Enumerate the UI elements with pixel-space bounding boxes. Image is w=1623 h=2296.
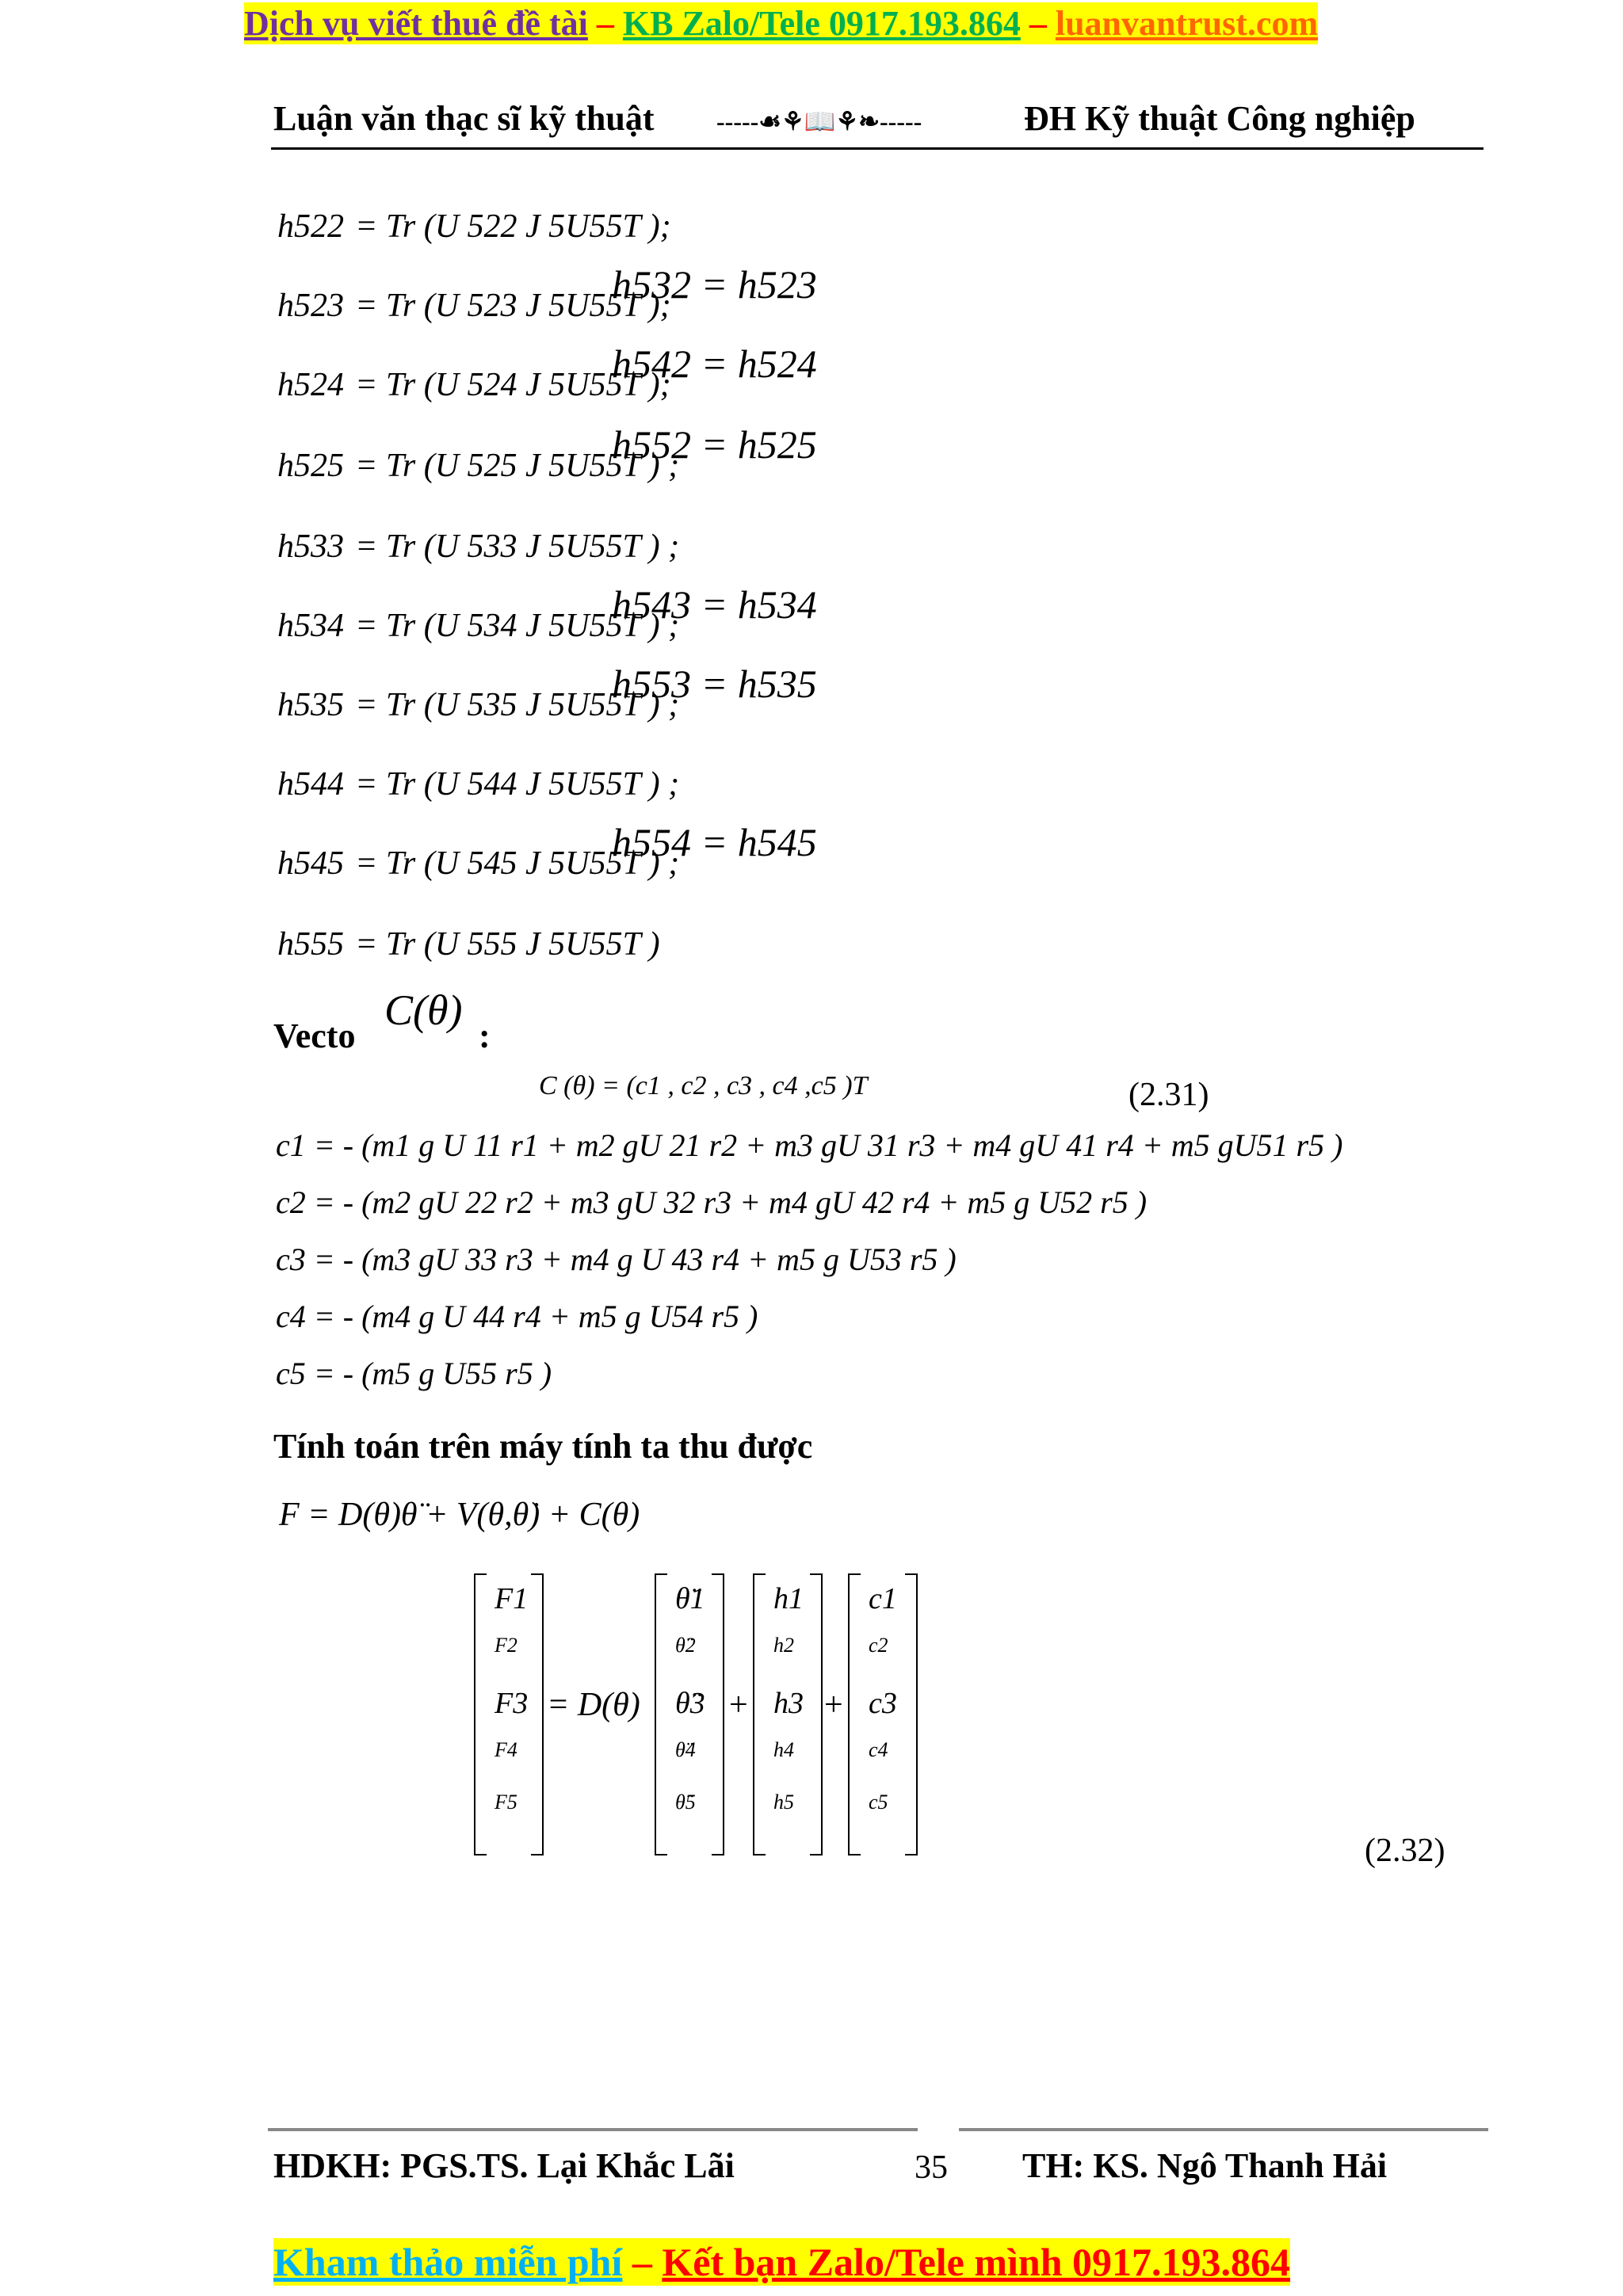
matrix-h-column-entry: h1 — [773, 1582, 804, 1615]
h-equation-rhs: = Tr (U 535 J 5U55T ) ; — [355, 687, 680, 723]
h-equation-lhs: h533 — [277, 528, 344, 565]
h-equation-row — [277, 528, 679, 566]
matrix-F-column-entry: F4 — [495, 1738, 517, 1761]
matrix-c-column-entry: c1 — [869, 1582, 897, 1615]
footer-rule-left — [268, 2128, 918, 2131]
vecto-label: Vecto — [273, 1016, 356, 1055]
h-equation-rhs: = Tr (U 523 J 5U55T ); — [355, 288, 671, 324]
h-symmetry-equation: h554 = h545 — [612, 820, 817, 864]
banner-website-link[interactable]: luanvantrust.com — [1055, 4, 1319, 43]
banner-contact-text: KB Zalo/Tele 0917.193.864 — [622, 4, 1021, 43]
matrix-theta-column-entry: θ̈2 — [675, 1634, 696, 1657]
h-equation-lhs: h555 — [277, 926, 344, 963]
h-equation-rhs: = Tr (U 522 J 5U55T ); — [355, 208, 671, 245]
h-symmetry-equation: h542 = h524 — [612, 341, 817, 386]
h-equation-rhs: = Tr (U 524 J 5U55T ); — [355, 367, 671, 403]
h-equation-rhs: = Tr (U 545 J 5U55T ) ; — [355, 845, 680, 882]
matrix-h-column-entry: h2 — [773, 1634, 794, 1657]
top-banner — [244, 3, 1318, 44]
matrix-c-column-entry: c2 — [869, 1634, 888, 1657]
h-symmetry-equation: h553 = h535 — [612, 662, 817, 706]
header-left: Luận văn thạc sĩ kỹ thuật — [273, 99, 655, 138]
banner-separator: – — [587, 4, 623, 43]
bottom-banner — [273, 2239, 1290, 2285]
h-equation-lhs: h535 — [277, 687, 344, 723]
header-rule — [271, 147, 1484, 150]
matrix-F-column-entry: F1 — [495, 1582, 529, 1615]
h-equation-lhs: h522 — [277, 208, 344, 245]
matrix-plus-sign: + — [729, 1687, 748, 1723]
footer-rule-right — [959, 2128, 1488, 2131]
h-equation-lhs: h525 — [277, 448, 344, 484]
h-equation-lhs: h523 — [277, 288, 344, 324]
bottom-banner-contact-text: Kết bạn Zalo/Tele mình 0917.193.864 — [662, 2240, 1291, 2284]
matrix-F-column-entry: F5 — [495, 1791, 517, 1814]
equation-2-31: C (θ) = (c1 , c2 , c3 , c4 ,c5 )T — [539, 1071, 868, 1100]
h-equation-rhs: = Tr (U 534 J 5U55T ) ; — [355, 608, 680, 644]
page-number: 35 — [915, 2149, 948, 2186]
h-equation-row — [277, 925, 660, 963]
h-equation-lhs: h534 — [277, 608, 344, 644]
bottom-banner-separator: – — [622, 2240, 663, 2284]
matrix-F-column-entry: F2 — [495, 1634, 517, 1657]
matrix-F-column-entry: F3 — [495, 1687, 529, 1720]
matrix-theta-column-entry: θ̈5 — [675, 1791, 696, 1814]
banner-separator: – — [1020, 4, 1056, 43]
equation-number-2-32: (2.32) — [1365, 1833, 1445, 1869]
bottom-banner-free-text: Kham thảo miễn phí — [273, 2240, 623, 2284]
c5-equation: c5 = - (m5 g U55 r5 ) — [276, 1356, 552, 1391]
c4-equation: c4 = - (m4 g U 44 r4 + m5 g U54 r5 ) — [276, 1299, 758, 1334]
h-equation-rhs: = Tr (U 544 J 5U55T ) ; — [355, 766, 680, 803]
dynamics-equation: F = D(θ)θ̈ + V(θ,θ̇) + C(θ) — [279, 1497, 640, 1533]
footer-advisor: HDKH: PGS.TS. Lại Khắc Lãi — [273, 2146, 735, 2185]
h-equation-lhs: h544 — [277, 766, 344, 803]
h-symmetry-equation: h543 = h534 — [612, 582, 817, 627]
h-equation-lhs: h545 — [277, 845, 344, 882]
matrix-theta-column-entry: θ̈1 — [675, 1582, 705, 1615]
matrix-plus-sign: + — [824, 1687, 843, 1723]
matrix-h-column-entry: h5 — [773, 1791, 794, 1814]
h-equation-lhs: h524 — [277, 367, 344, 403]
matrix-theta-column-entry: θ̈4 — [675, 1738, 696, 1761]
matrix-h-column-entry: h3 — [773, 1687, 804, 1720]
h-equation-row — [277, 765, 679, 803]
vecto-colon: : — [479, 1016, 491, 1055]
h-equation-rhs: = Tr (U 533 J 5U55T ) ; — [355, 528, 680, 565]
matrix-theta-column-entry: θ̈3 — [675, 1687, 705, 1720]
header-ornament: -----☙⚘📖⚘❧----- — [716, 107, 922, 135]
h-equation-rhs: = Tr (U 555 J 5U55T ) — [355, 926, 660, 963]
h-symmetry-equation: h532 = h523 — [612, 262, 817, 307]
matrix-c-column-entry: c5 — [869, 1791, 888, 1814]
h-equation-rhs: = Tr (U 525 J 5U55T ) ; — [355, 448, 680, 484]
matrix-c-column-entry: c4 — [869, 1738, 888, 1761]
h-equation-row — [277, 208, 671, 246]
vecto-symbol: C(θ) — [384, 986, 463, 1034]
header-right: ĐH Kỹ thuật Công nghiệp — [1024, 99, 1415, 138]
matrix-h-column-entry: h4 — [773, 1738, 794, 1761]
c1-equation: c1 = - (m1 g U 11 r1 + m2 gU 21 r2 + m3 gU 31 r3 + m4 gU 41 r4 + m5 gU51 r5 ) — [276, 1127, 1343, 1163]
matrix-equals-D-theta: = D(θ) — [547, 1687, 640, 1723]
c3-equation: c3 = - (m3 gU 33 r3 + m4 g U 43 r4 + m5 g U53 r5 ) — [276, 1241, 957, 1277]
h-symmetry-equation: h552 = h525 — [612, 422, 817, 467]
c2-equation: c2 = - (m2 gU 22 r2 + m3 gU 32 r3 + m4 gU 42 r4 + m5 g U52 r5 ) — [276, 1184, 1148, 1220]
matrix-c-column-entry: c3 — [869, 1687, 897, 1720]
equation-number-2-31: (2.31) — [1128, 1077, 1209, 1113]
banner-service-text: Dịch vụ viết thuê đề tài — [244, 4, 588, 43]
computed-heading: Tính toán trên máy tính ta thu được — [273, 1427, 813, 1466]
footer-author: TH: KS. Ngô Thanh Hải — [1022, 2146, 1388, 2185]
